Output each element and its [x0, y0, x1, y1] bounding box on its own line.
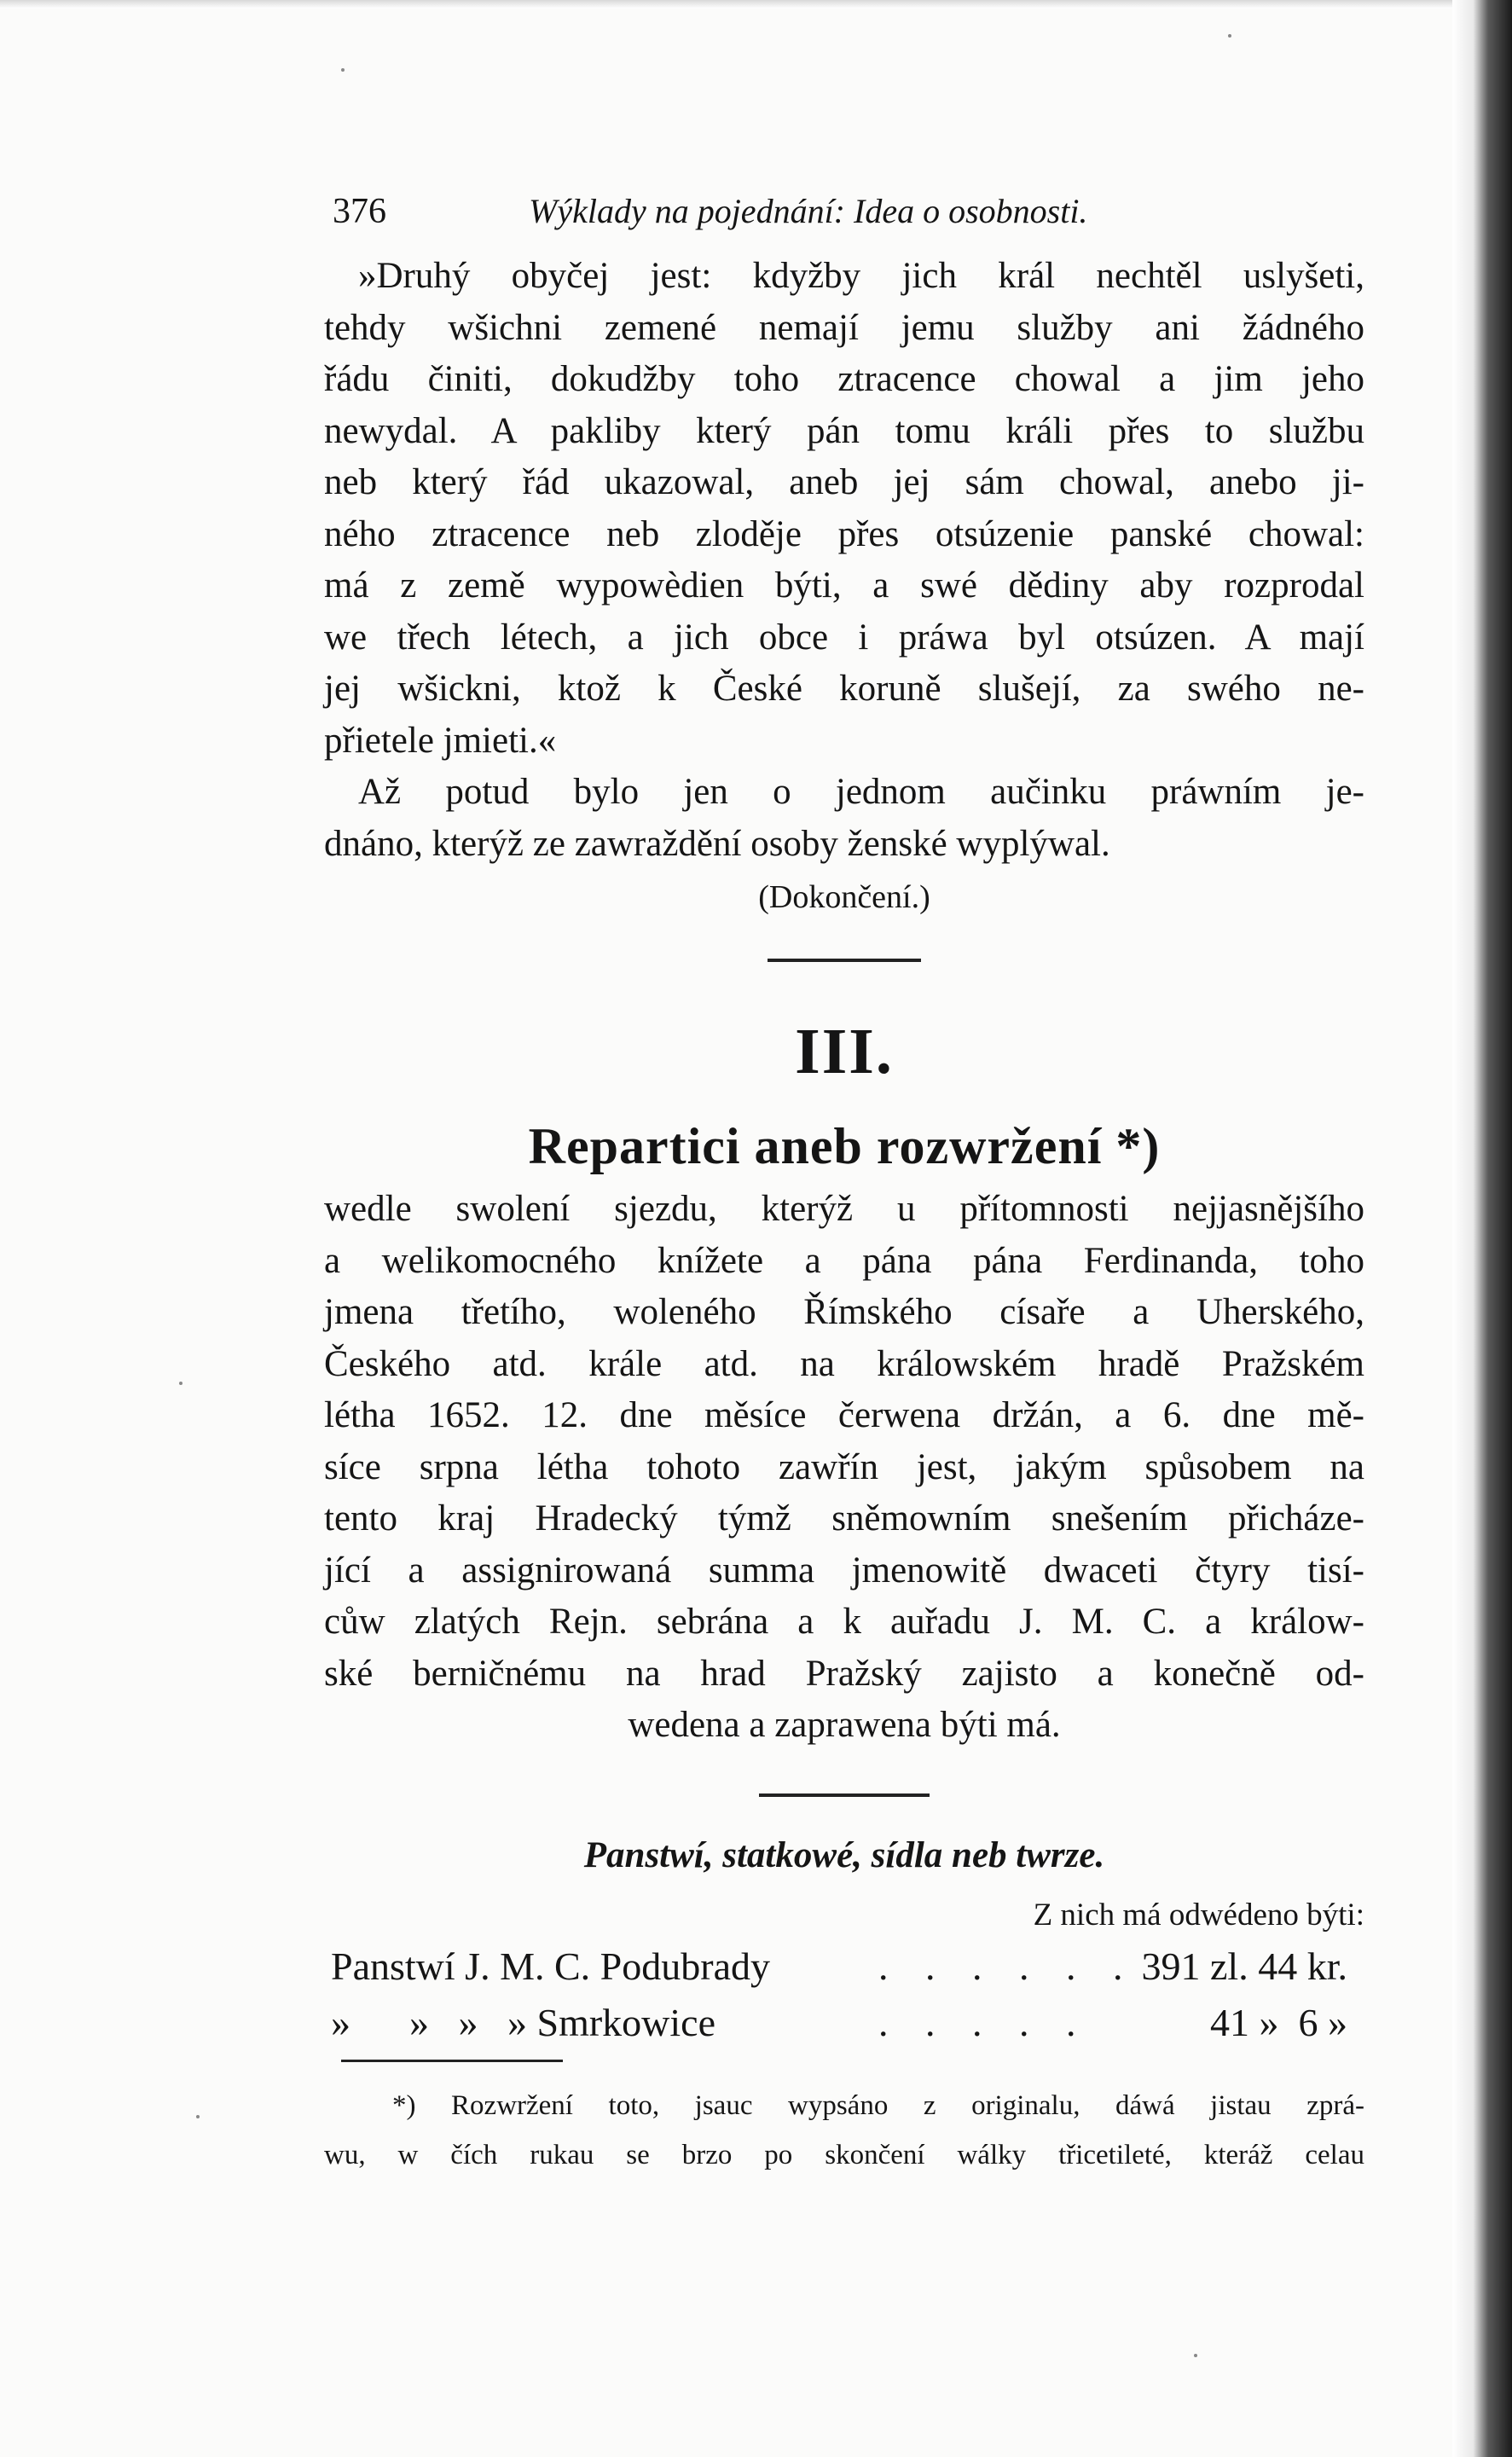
text-line: cůw zlatých Rejn. sebrána a k auřadu J. M. C. a králow- — [324, 1602, 1364, 1642]
scan-speck — [1194, 2354, 1197, 2357]
footnote — [324, 2081, 1364, 2180]
text-line: a welikomocného knížete a pána pána Ferdinanda, toho — [324, 1240, 1364, 1281]
text-line: přietele jmieti.« — [324, 720, 557, 761]
footnote-rule — [341, 2060, 563, 2062]
footnote-line: *) Rozwržení toto, jsauc wypsáno z originalu, dáwá jistau zprá- — [392, 2090, 1364, 2121]
text-line: řádu činiti, dokudžby toho ztracence chowal a jim jeho — [324, 359, 1364, 399]
text-line: newydal. A pakliby který pán tomu králi přes to službu — [324, 410, 1364, 451]
section-title: Repartici aneb rozwržení *) — [528, 1118, 1161, 1174]
text-line: jící a assignirowaná summa jmenowitě dwaceti čtyry tisí- — [324, 1550, 1364, 1591]
scan-speck — [179, 1382, 182, 1385]
scan-speck — [341, 68, 345, 72]
list-row — [324, 1995, 1364, 2051]
dot-leader: . . . . . . — [878, 1944, 1137, 1988]
text-line: Až potud bylo jen o jednom aučinku práwním je- — [358, 772, 1364, 812]
dot-leader: . . . . . — [878, 2001, 1090, 2044]
paragraph-2 — [324, 767, 1364, 870]
text-line: tehdy wšichni zemené nemají jemu služby ani žádného — [324, 307, 1364, 348]
column-label: Z nich má odwédeno býti: — [1033, 1898, 1364, 1933]
page-top-edge — [0, 0, 1512, 9]
page-content — [324, 179, 1364, 2180]
footnote-line: wu, w čích rukau se brzo po skončení wálky třicetileté, kteráž celau — [324, 2140, 1364, 2170]
page-number: 376 — [333, 192, 386, 231]
text-line: Českého atd. krále atd. na králowském hradě Pražském — [324, 1343, 1364, 1384]
scan-speck — [1228, 34, 1231, 38]
estate-name: » » » » Smrkowice — [331, 2001, 716, 2044]
page-header — [324, 179, 1364, 230]
continuation-note: (Dokončení.) — [758, 879, 930, 915]
book-spine-edge — [1452, 0, 1512, 2457]
section-number: III. — [795, 1016, 894, 1087]
text-line: jej wšickni, ktož k České koruně slušejí, za swého ne- — [324, 669, 1364, 709]
estate-name: Panstwí J. M. C. Podubrady — [331, 1944, 770, 1988]
running-title: Wýklady na pojednání: Idea o osobnosti. — [529, 192, 1088, 230]
list-divider — [759, 1793, 930, 1797]
text-line: ného ztracence neb zloděje přes otsúzenie panské chowal: — [324, 513, 1364, 554]
section-intro — [324, 1184, 1364, 1751]
text-line-centered: wedena a zaprawena býti má. — [628, 1705, 1061, 1745]
text-line: »Druhý obyčej jest: kdyžby jich král nechtěl uslyšeti, — [358, 256, 1364, 296]
text-line: jmena třetího, woleného Římského císaře a Uherského, — [324, 1292, 1364, 1332]
amount: 41 » 6 » — [1210, 2001, 1347, 2044]
text-line: má z země wypowèdien býti, a swé dědiny aby rozprodal — [324, 565, 1364, 606]
text-line: síce srpna létha tohoto zawřín jest, jakým spůsobem na — [324, 1446, 1364, 1487]
text-line: wedle swolení sjezdu, kterýž u přítomnosti nejjasnějšího — [324, 1189, 1364, 1229]
text-line: létha 1652. 12. dne měsíce čerwena držán, a 6. dne mě- — [324, 1395, 1364, 1435]
section-divider — [768, 959, 921, 962]
paragraph-1 — [324, 251, 1364, 767]
amount: 391 zl. 44 kr. — [1141, 1944, 1347, 1988]
text-line: neb který řád ukazowal, aneb jej sám chowal, anebo ji- — [324, 462, 1364, 502]
list-row — [324, 1938, 1364, 1995]
text-line: we třech létech, a jich obce i práwa byl otsúzen. A mají — [324, 617, 1364, 658]
list-heading: Panstwí, statkowé, sídla neb twrze. — [583, 1835, 1105, 1875]
text-line: dnáno, kterýž ze zawraždění osoby ženské wyplýwal. — [324, 823, 1110, 864]
text-line: ské berničnému na hrad Pražský zajisto a konečně od- — [324, 1653, 1364, 1694]
text-line: tento kraj Hradecký týmž sněmowním snešením přicháze- — [324, 1498, 1364, 1539]
scan-speck — [196, 2115, 200, 2118]
